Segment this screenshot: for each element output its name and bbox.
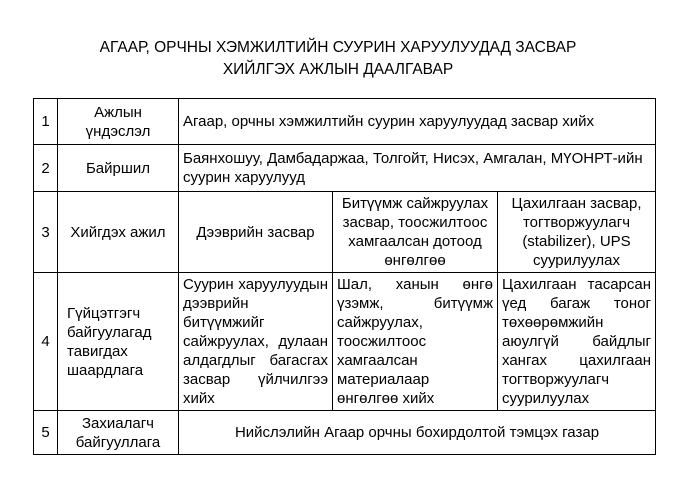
row-1-number: 1 [34,99,58,145]
row-5-number: 5 [34,411,58,455]
row-2-label: Байршил [58,145,179,192]
task-table [33,98,656,455]
row-2-content: Баянхошуу, Дамбадаржаа, Толгойт, Нисэх, Амгалан, МҮОНРТ-ийн суурин харуулууд [179,145,656,192]
row-4-cell-finishing-requirement: Шал, ханын өнгө үзэмж, битүүмж сайжруулах, тоосжилтоос хамгаалсан материалаар өнгөлгөө хийх [333,273,498,411]
table-row-5 [34,411,656,455]
row-3-number: 3 [34,192,58,273]
row-5-label: Захиалагч байгууллага [58,411,179,455]
row-4-cell-electric-requirement: Цахилгаан тасарсан үед багаж тоног төхөөрөмжийн аюулгүй байдлыг хангах цахилгаан тогтворжуулагч суурилуулах [498,273,656,411]
table-row-1 [34,99,656,145]
document-title [0,37,676,81]
row-2-number: 2 [34,145,58,192]
title-line-1: АГААР, ОРЧНЫ ХЭМЖИЛТИЙН СУУРИН ХАРУУЛУУДАД ЗАСВАР [99,39,577,56]
row-4-label: Гүйцэтгэгч байгуулагад тавигдах шаардлага [58,273,179,411]
row-4-number: 4 [34,273,58,411]
row-4-cell-roof-requirement: Суурин харуулуудын дээврийн битүүмжийг сайжруулах, дулаан алдагдлыг багасгах засвар үйлчилгээ хийх [179,273,333,411]
title-line-2: ХИЙЛГЭХ АЖЛЫН ДААЛГАВАР [222,61,454,78]
row-3-cell-electric-repair: Цахилгаан засвар, тогтворжуулагч (stabilizer), UPS суурилуулах [498,192,656,273]
table-row-3 [34,192,656,273]
table-row-4 [34,273,656,411]
row-3-label: Хийгдэх ажил [58,192,179,273]
row-1-content: Агаар, орчны хэмжилтийн суурин харуулуудад засвар хийх [179,99,656,145]
row-5-content: Нийслэлийн Агаар орчны бохирдолтой тэмцэх газар [179,411,656,455]
row-3-cell-roof-repair: Дээврийн засвар [179,192,333,273]
row-3-cell-sealing-repair: Битүүмж сайжруулах засвар, тоосжилтоос хамгаалсан дотоод өнгөлгөө [333,192,498,273]
table-row-2 [34,145,656,192]
row-1-label: Ажлын үндэслэл [58,99,179,145]
